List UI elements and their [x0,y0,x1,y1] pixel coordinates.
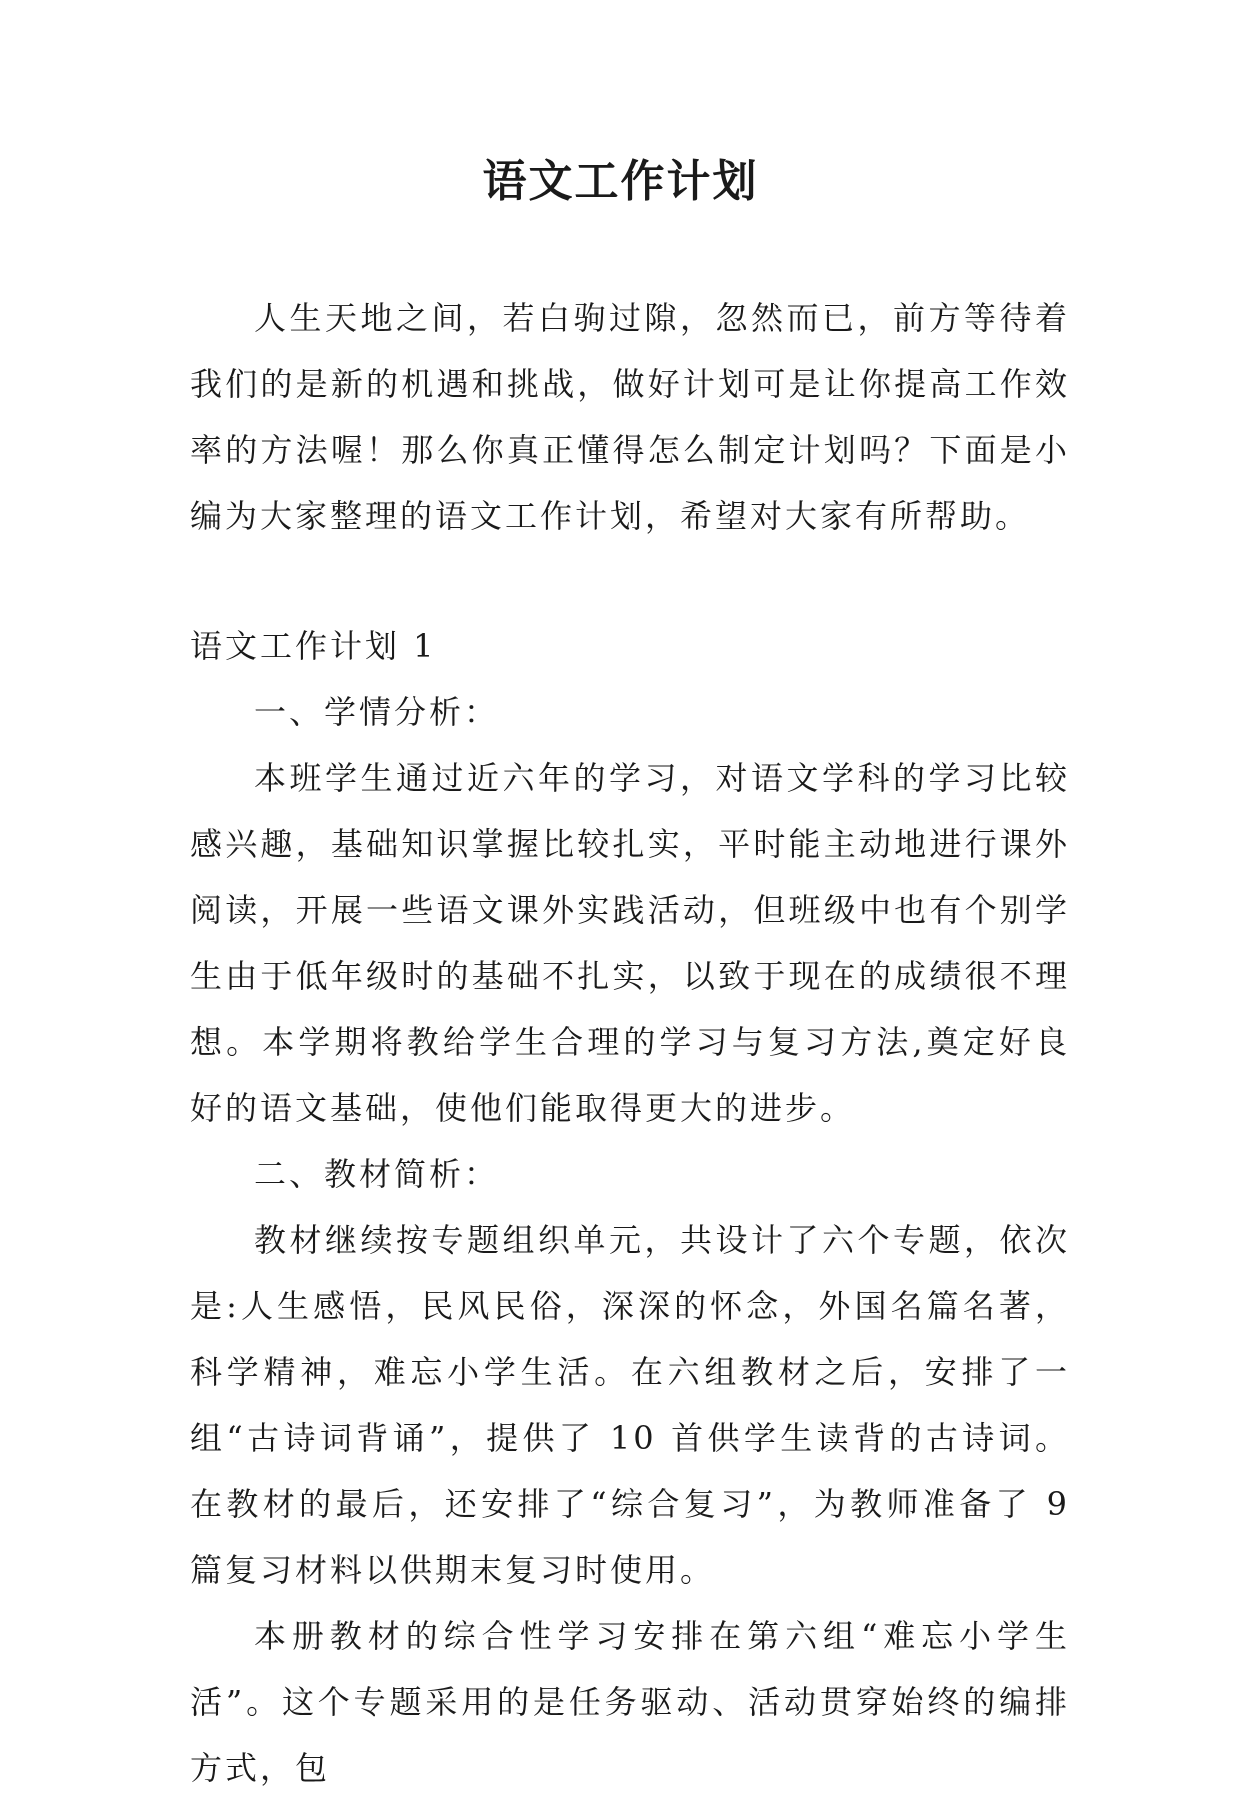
paragraph-learning-analysis: 本班学生通过近六年的学习，对语文学科的学习比较感兴趣，基础知识掌握比较扎实，平时能主动地进行课外阅读，开展一些语文课外实践活动，但班级中也有个别学生由于低年级时的基础不扎实，以致于现在的成绩很不理想。本学期将教给学生合理的学习与复习方法,奠定好良好的语文基础，使他们能取得更大的进步。 [190,759,1070,1127]
document-body [190,285,1070,1801]
paragraph-textbook-analysis: 教材继续按专题组织单元，共设计了六个专题，依次是:人生感悟，民风民俗，深深的怀念，外国名篇名著，科学精神，难忘小学生活。在六组教材之后，安排了一组“古诗词背诵”，提供了 10 首供学生读背的古诗词。在教材的最后，还安排了“综合复习”，为教师准备了 9 篇复习材料以供期末复习时使用。 [190,1221,1070,1589]
document-title: 语文工作计划 [482,156,759,207]
section-title: 语文工作计划 1 [190,627,437,665]
intro-paragraph: 人生天地之间，若白驹过隙，忽然而已，前方等待着我们的是新的机遇和挑战，做好计划可是让你提高工作效率的方法喔！那么你真正懂得怎么制定计划吗？下面是小编为大家整理的语文工作计划，希望对大家有所帮助。 [190,299,1070,535]
paragraph-comprehensive-study: 本册教材的综合性学习安排在第六组“难忘小学生活”。这个专题采用的是任务驱动、活动贯穿始终的编排方式，包 [190,1617,1070,1787]
heading-textbook-analysis: 二、教材简析： [254,1155,500,1193]
heading-learning-analysis: 一、学情分析： [254,693,500,731]
